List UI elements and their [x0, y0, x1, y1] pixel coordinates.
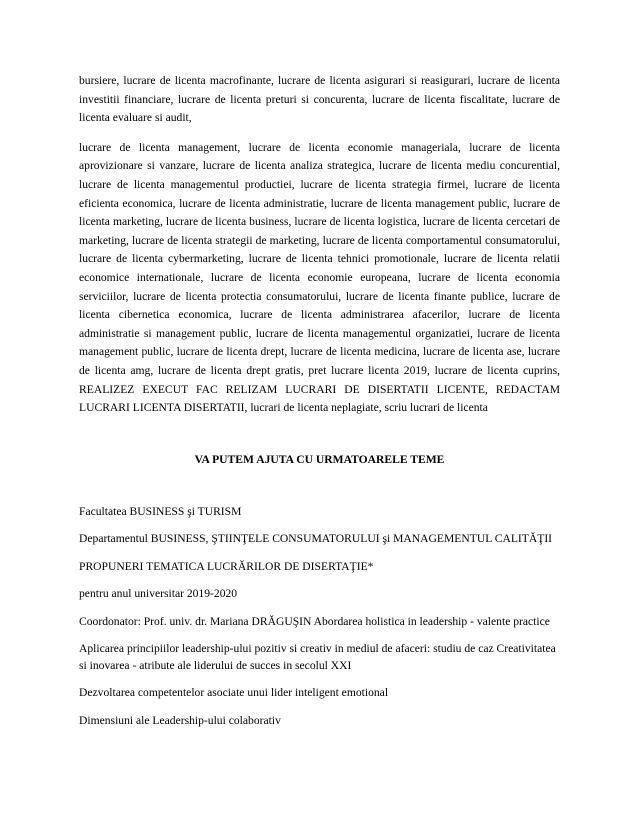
topic-line: Dimensiuni ale Leadership-ului colaborativ: [79, 713, 281, 727]
department-line: Departamentul BUSINESS, ŞTIINŢELE CONSUMATORULUI şi MANAGEMENTUL CALITĂŢII: [79, 532, 553, 546]
paragraph-management-topics: lucrare de licenta management, lucrare de licenta economie manageriala, lucrare de licenta aprovizionare si vanzare, lucrare de licenta analiza strategica, lucrare de licenta mediu concurential, lucrare de licenta managementul productiei, lucrare de licenta strategia firmei, lucrare de licenta eficienta economica, lucrare de licenta administratie, lucrare de licenta management public, lucrare de licenta marketing, lucrare de licenta business, lucrare de licenta logistica, lucrare de licenta cercetari de marketing, lucrare de licenta strategii de marketing, lucrare de licenta comportamentul consumatorului, lucrare de licenta cybermarketing, lucrare de licenta tehnici promotionale, lucrare de licenta relatii economice internationale, lucrare de licenta economie europeana, lucrare de licenta economia serviciilor, lucrare de licenta protectia consumatorului, lucrare de licenta finante publice, lucrare de licenta cibernetica economica, lucrare de licenta administrarea afacerilor, lucrare de licenta administratie si management public, lucrare de licenta managementul organizatiei, lucrare de licenta management public, lucrare de licenta drept, lucrare de licenta medicina, lucrare de licenta ase, lucrare de licenta amg, lucrare de licenta drept gratis, pret lucrare licenta 2019, lucrare de licenta cuprins, REALIZEZ EXECUT FAC RELIZAM LUCRARI DE DISERTATII LICENTE, REDACTAM LUCRARI LICENTA DISERTATII, lucrari de licenta neplagiate, scriu lucrari de licenta: [79, 140, 560, 415]
paragraph-finance-topics: bursiere, lucrare de licenta macrofinante, lucrare de licenta asigurari si reasigurari, lucrare de licenta investitii financiare, lucrare de licenta preturi si concurenta, lucrare de licenta fiscalitate, lucrare de licenta evaluare si audit,: [79, 74, 560, 125]
coordinator-line: Coordonator: Prof. univ. dr. Mariana DRĂGUŞIN Abordarea holistica in leadership - valente practice: [79, 614, 550, 628]
topic-line: Aplicarea principiilor leadership-ului pozitiv si creativ in mediul de afaceri: studiu de caz Creativitatea si inovarea - atribute ale liderului de succes in secolul XXI: [79, 642, 556, 672]
faculty-line: Facultatea BUSINESS şi TURISM: [79, 504, 242, 518]
academic-year-line: pentru anul universitar 2019-2020: [79, 587, 238, 601]
topic-line: Dezvoltarea competentelor asociate unui lider inteligent emotional: [79, 686, 389, 700]
proposals-title: PROPUNERI TEMATICA LUCRĂRILOR DE DISERTAŢIE*: [79, 559, 374, 573]
section-heading: VA PUTEM AJUTA CU URMATOARELE TEME: [194, 452, 445, 466]
